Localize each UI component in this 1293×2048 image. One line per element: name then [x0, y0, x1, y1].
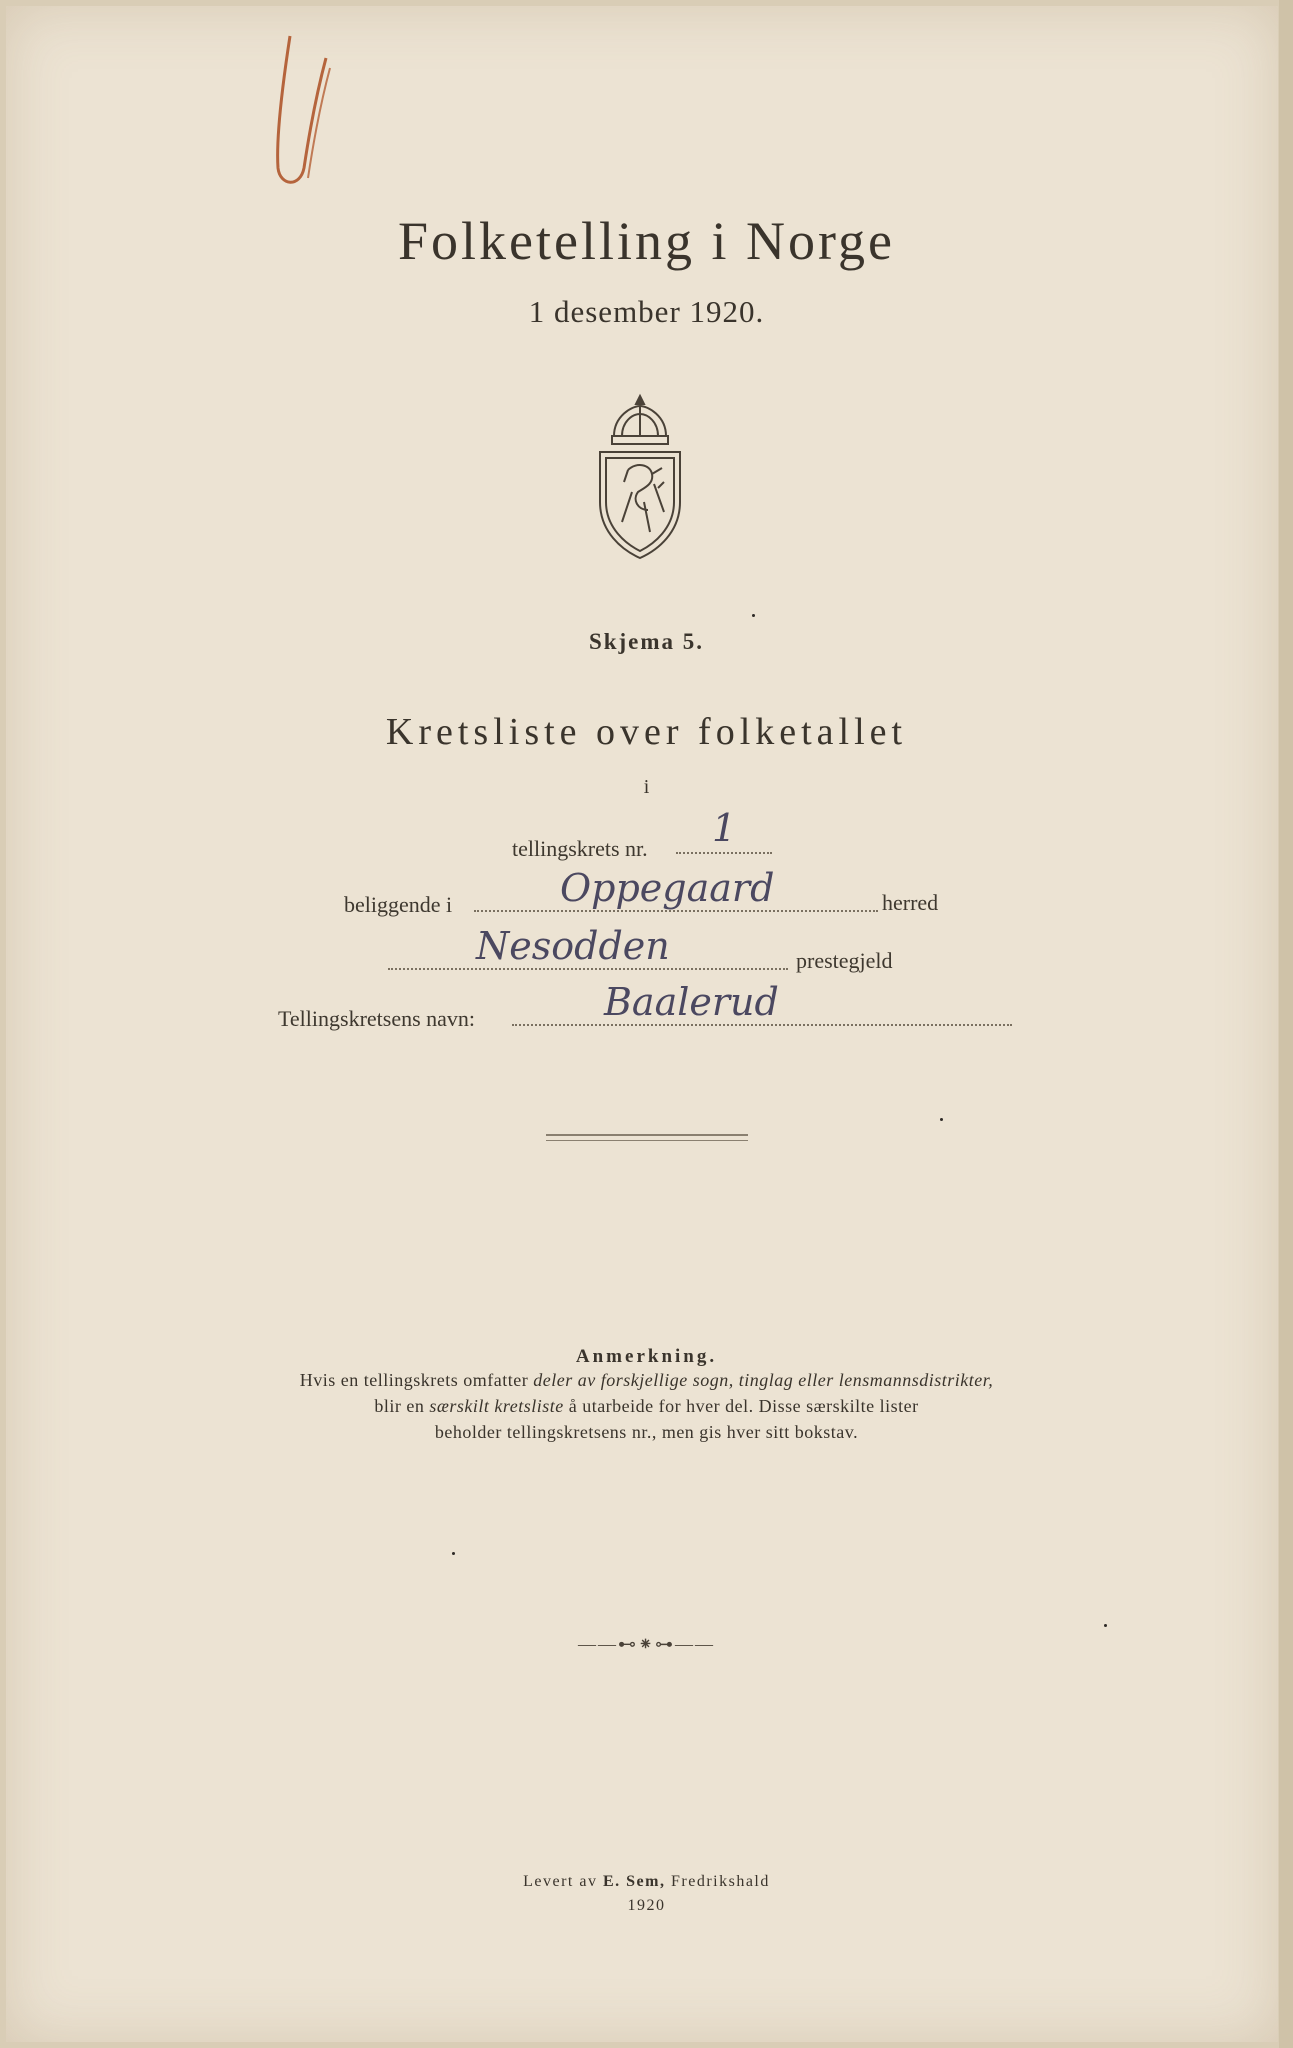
printer-credit [0, 1873, 1293, 1891]
krets-label: tellingskrets nr. [512, 836, 648, 861]
navn-label: Tellingskretsens navn: [278, 1006, 476, 1031]
printer-name: E. Sem, [602, 1873, 666, 1890]
coat-of-arms-icon [592, 392, 688, 564]
prestegjeld-label: prestegjeld [796, 948, 893, 973]
ink-speck [452, 1552, 455, 1555]
herred-line [474, 910, 878, 912]
paperclip-icon [270, 28, 340, 188]
printer-prefix: Levert av [523, 1873, 603, 1890]
note-line-2-text-b: å utarbeide for hver del. Disse særskilte lister [563, 1396, 919, 1416]
ink-speck [752, 614, 755, 617]
page-title: Folketelling i Norge [398, 211, 895, 271]
herred-label: herred [882, 890, 939, 915]
prestegjeld-value: Nesodden [476, 924, 670, 968]
note-line-3: beholder tellingskretsens nr., men gis hver sitt bokstav. [434, 1422, 859, 1442]
note-line-2-emphasis: særskilt kretsliste [429, 1396, 564, 1416]
krets-line [676, 852, 772, 854]
herred-value: Oppegaard [560, 866, 775, 910]
note-line-1 [0, 1370, 1293, 1391]
krets-value: 1 [712, 806, 737, 850]
prestegjeld-line [388, 968, 788, 970]
heading-conjunction: i [643, 776, 650, 798]
printer-year: 1920 [627, 1897, 666, 1914]
ornament: ——⊷⁕⊶—— [577, 1634, 716, 1654]
divider-top [546, 1134, 748, 1136]
form-number: Skjema 5. [588, 629, 705, 654]
form-heading: Kretsliste over folketallet [385, 711, 908, 753]
note-heading: Anmerkning. [575, 1346, 718, 1367]
note-line-2 [0, 1396, 1293, 1417]
divider-bottom [546, 1140, 748, 1141]
census-date: 1 desember 1920. [528, 294, 765, 329]
ink-speck [940, 1118, 943, 1121]
navn-value: Baalerud [604, 980, 779, 1024]
beliggende-label: beliggende i [344, 892, 453, 917]
note-line-1-emphasis: deler av forskjellige sogn, tinglag eller lensmannsdistrikter, [533, 1370, 994, 1390]
navn-line [512, 1024, 1012, 1026]
note-line-1-text: Hvis en tellingskrets omfatter [299, 1370, 534, 1390]
printer-place: Fredrikshald [665, 1873, 770, 1890]
ink-speck [1104, 1624, 1107, 1627]
note-line-2-text-a: blir en [374, 1396, 430, 1416]
